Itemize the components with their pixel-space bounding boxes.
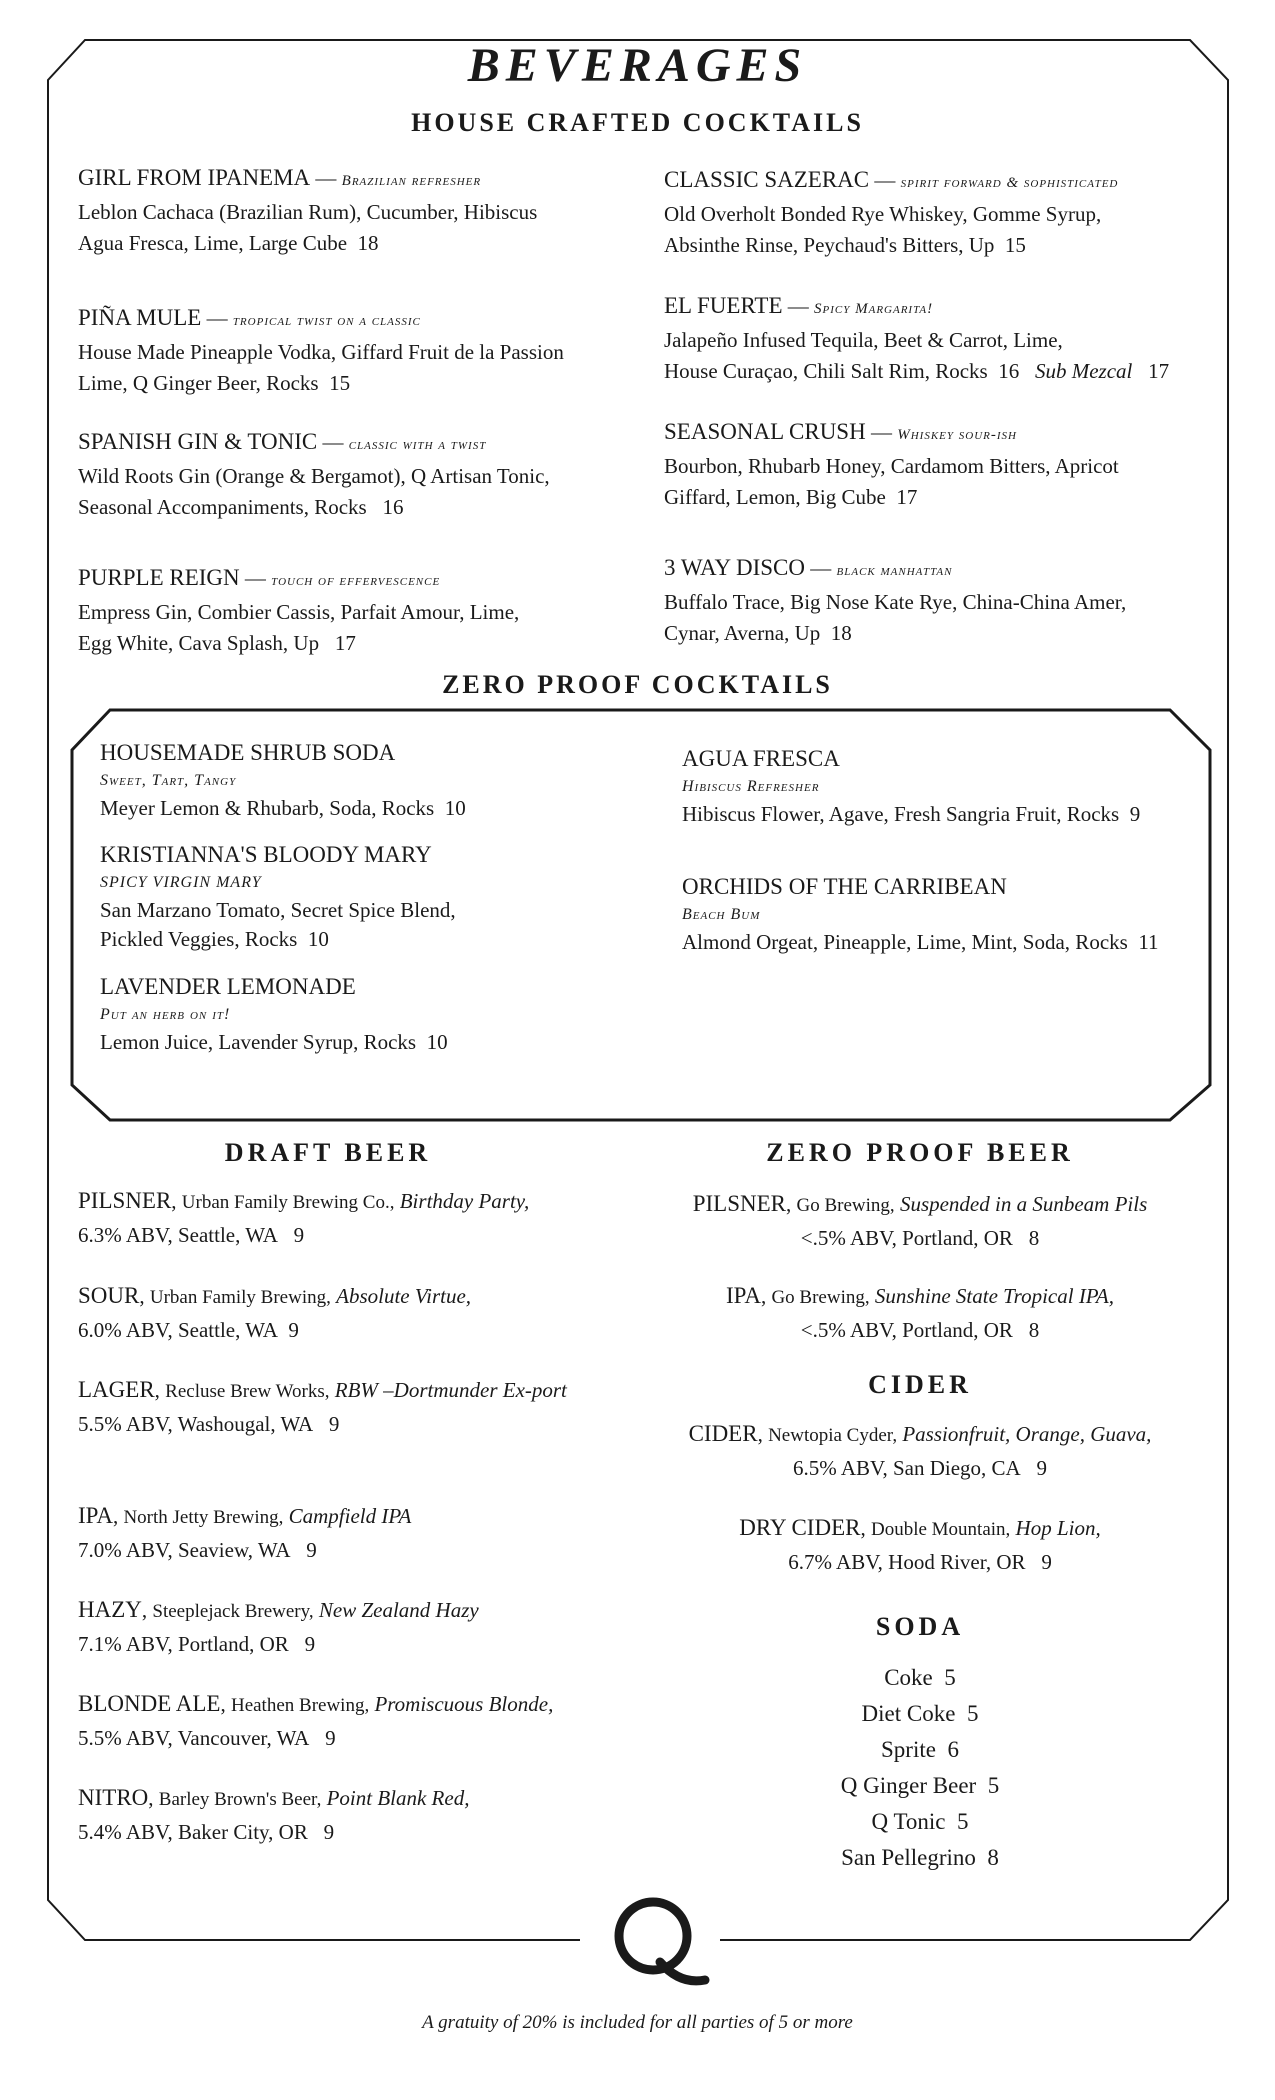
soda-item	[640, 1732, 1200, 1768]
beer-price: 9	[288, 1318, 299, 1342]
item-price: 18	[830, 621, 852, 645]
cider-price: 9	[1036, 1456, 1047, 1480]
item-desc: Cynar, Averna, Up	[664, 621, 821, 645]
cider-name: DRY CIDER	[739, 1515, 861, 1540]
item-tag: tropical twist on a classic	[232, 313, 421, 329]
item-desc: Old Overholt Bonded Rye Whiskey, Gomme Syrup,	[664, 202, 1102, 226]
soda-list	[640, 1660, 1200, 1876]
item-desc: Absinthe Rinse, Peychaud's Bitters, Up	[664, 233, 995, 257]
item-name: ORCHIDS OF THE CARRIBEAN	[682, 874, 1007, 899]
soda-item	[640, 1696, 1200, 1732]
zero-cocktail-item	[100, 840, 660, 954]
item-desc: Meyer Lemon & Rhubarb, Soda, Rocks	[100, 796, 435, 820]
beer-label: Point Blank Red,	[326, 1786, 470, 1810]
item-name: AGUA FRESCA	[682, 746, 840, 771]
beer-brewery: Go Brewing,	[771, 1287, 870, 1308]
item-tag: black manhattan	[836, 563, 953, 579]
item-name: HOUSEMADE SHRUB SODA	[100, 740, 396, 765]
item-desc: San Marzano Tomato, Secret Spice Blend,	[100, 898, 456, 922]
beer-name: PILSNER	[78, 1188, 172, 1213]
soda-price: 5	[966, 1701, 979, 1726]
beer-label: New Zealand Hazy	[318, 1598, 479, 1622]
cider-maker: Double Mountain,	[870, 1519, 1011, 1540]
beer-item: HAZY, Steeplejack Brewery, New Zealand Hazy 7.1% ABV, Portland, OR 9	[78, 1597, 479, 1656]
item-price: 15	[329, 371, 351, 395]
soda-item	[640, 1768, 1200, 1804]
beer-price: 9	[306, 1538, 317, 1562]
beer-name: IPA	[78, 1503, 113, 1528]
section-zero-cocktails: ZERO PROOF COCKTAILS	[442, 670, 833, 699]
soda-price: 6	[947, 1737, 959, 1762]
beer-item: PILSNER, Go Brewing, Suspended in a Sunbeam Pils <.5% ABV, Portland, OR 8	[692, 1191, 1148, 1250]
beer-label: Promiscuous Blonde,	[374, 1692, 554, 1716]
item-tag: Spicy Margarita!	[814, 301, 934, 317]
item-price: 18	[357, 231, 379, 255]
beer-detail: 7.0% ABV, Seaview, WA	[78, 1538, 291, 1562]
item-desc: Almond Orgeat, Pineapple, Lime, Mint, Soda, Rocks	[682, 930, 1128, 954]
gratuity-note: A gratuity of 20% is included for all parties of 5 or more	[422, 2012, 853, 2033]
soda-item	[640, 1804, 1200, 1840]
item-desc: Leblon Cachaca (Brazilian Rum), Cucumber, Hibiscus	[78, 200, 538, 224]
item-desc: Empress Gin, Combier Cassis, Parfait Amour, Lime,	[78, 600, 520, 624]
beer-detail: 5.5% ABV, Washougal, WA	[78, 1412, 314, 1436]
page-title: BEVERAGES	[467, 39, 808, 92]
item-price: 16	[998, 359, 1020, 383]
item-tag: Hibiscus Refresher	[682, 778, 820, 795]
beer-price: 9	[304, 1632, 316, 1656]
item-name: GIRL FROM IPANEMA	[78, 165, 311, 190]
beer-label: Birthday Party,	[399, 1189, 530, 1213]
item-price: 17	[896, 485, 918, 509]
beer-label: Sunshine State Tropical IPA,	[874, 1284, 1115, 1308]
item-tag: Sweet, Tart, Tangy	[100, 772, 237, 789]
item-desc: Seasonal Accompaniments, Rocks	[78, 495, 367, 519]
cider-label: Passionfruit, Orange, Guava,	[902, 1422, 1152, 1446]
beer-detail: 6.0% ABV, Seattle, WA	[78, 1318, 278, 1342]
item-tag: Whiskey sour-ish	[897, 427, 1017, 443]
section-soda: SODA	[875, 1612, 965, 1641]
beer-brewery: Steeplejack Brewery,	[152, 1601, 314, 1622]
soda-name: San Pellegrino	[841, 1845, 976, 1870]
cocktail-item: PURPLE REIGN — touch of effervescence Empress Gin, Combier Cassis, Parfait Amour, Lime, Egg White, Cava Splash, Up 17	[78, 565, 520, 655]
cider-detail: 6.7% ABV, Hood River, OR	[788, 1550, 1026, 1574]
item-desc: Jalapeño Infused Tequila, Beet & Carrot, Lime,	[664, 328, 1063, 352]
item-tag: SPICY VIRGIN MARY	[100, 874, 262, 891]
item-desc: Lime, Q Ginger Beer, Rocks	[78, 371, 319, 395]
beer-price: 9	[293, 1223, 305, 1247]
beer-item: IPA, North Jetty Brewing, Campfield IPA 7.0% ABV, Seaview, WA 9	[78, 1503, 412, 1562]
item-desc: House Made Pineapple Vodka, Giffard Fruit de la Passion	[78, 340, 564, 364]
soda-price: 5	[957, 1809, 969, 1834]
zero-cocktail-item	[682, 872, 1202, 957]
beer-price: 8	[1028, 1318, 1040, 1342]
item-price: 11	[1138, 930, 1159, 954]
cocktail-item: SPANISH GIN & TONIC — classic with a twist Wild Roots Gin (Orange & Bergamot), Q Artisan Tonic, Seasonal Accompaniments, Rocks 16	[78, 429, 550, 519]
item-tag: spirit forward & sophisticated	[900, 175, 1119, 191]
beer-brewery: Urban Family Brewing Co.,	[181, 1192, 395, 1213]
beer-item: BLONDE ALE, Heathen Brewing, Promiscuous Blonde, 5.5% ABV, Vancouver, WA 9	[78, 1691, 554, 1750]
item-desc: Hibiscus Flower, Agave, Fresh Sangria Fruit, Rocks	[682, 802, 1120, 826]
cider-detail: 6.5% ABV, San Diego, CA	[793, 1456, 1021, 1480]
cider-item: CIDER, Newtopia Cyder, Passionfruit, Orange, Guava, 6.5% ABV, San Diego, CA 9	[688, 1421, 1152, 1480]
beer-label: Suspended in a Sunbeam Pils	[899, 1192, 1148, 1216]
item-desc: Pickled Veggies, Rocks	[100, 927, 298, 951]
item-price: 9	[1129, 802, 1141, 826]
cider-price: 9	[1041, 1550, 1052, 1574]
beer-label: Campfield IPA	[288, 1504, 412, 1528]
cocktail-item: GIRL FROM IPANEMA — Brazilian refresher Leblon Cachaca (Brazilian Rum), Cucumber, Hibiscus Agua Fresca, Lime, Large Cube 18	[78, 165, 538, 255]
beer-detail: 6.3% ABV, Seattle, WA	[78, 1223, 278, 1247]
beer-price: 8	[1028, 1226, 1040, 1250]
item-price: 10	[307, 927, 329, 951]
soda-name: Q Tonic	[871, 1809, 946, 1834]
beer-name: NITRO	[78, 1785, 149, 1810]
beer-detail: <.5% ABV, Portland, OR	[800, 1226, 1013, 1250]
item-name: SPANISH GIN & TONIC	[78, 429, 318, 454]
item-price: 15	[1004, 233, 1026, 257]
item-desc: House Curaçao, Chili Salt Rim, Rocks	[664, 359, 988, 383]
cocktail-item: 3 WAY DISCO — black manhattan Buffalo Trace, Big Nose Kate Rye, China-China Amer, Cynar, Averna, Up 18	[664, 555, 1127, 645]
beer-brewery: Recluse Brew Works,	[165, 1381, 330, 1402]
cocktail-item: SEASONAL CRUSH — Whiskey sour-ish Bourbon, Rhubarb Honey, Cardamom Bitters, Apricot Giffard, Lemon, Big Cube 17	[664, 419, 1119, 509]
zero-cocktail-item	[682, 744, 1202, 829]
item-tag: classic with a twist	[348, 437, 487, 453]
beer-brewery: North Jetty Brewing,	[123, 1507, 284, 1528]
zero-cocktail-item	[100, 738, 660, 823]
item-name: CLASSIC SAZERAC	[664, 167, 870, 192]
beer-item: NITRO, Barley Brown's Beer, Point Blank Red, 5.4% ABV, Baker City, OR 9	[78, 1785, 470, 1844]
beer-price: 9	[323, 1820, 335, 1844]
soda-item	[640, 1660, 1200, 1696]
item-price: 10	[444, 796, 466, 820]
section-cider: CIDER	[868, 1370, 972, 1399]
item-desc: Agua Fresca, Lime, Large Cube	[78, 231, 348, 255]
item-desc: Egg White, Cava Splash, Up	[78, 631, 320, 655]
item-tag: Beach Bum	[682, 906, 761, 923]
beer-item: IPA, Go Brewing, Sunshine State Tropical IPA, <.5% ABV, Portland, OR 8	[725, 1283, 1115, 1342]
beer-item: SOUR, Urban Family Brewing, Absolute Virtue, 6.0% ABV, Seattle, WA 9	[78, 1283, 472, 1342]
item-name: EL FUERTE	[664, 293, 783, 318]
item-name: LAVENDER LEMONADE	[100, 974, 356, 999]
item-tag: Brazilian refresher	[341, 173, 482, 189]
item-desc: Bourbon, Rhubarb Honey, Cardamom Bitters, Apricot	[664, 454, 1119, 478]
soda-item	[640, 1840, 1200, 1876]
soda-name: Q Ginger Beer	[840, 1773, 977, 1798]
item-desc: Buffalo Trace, Big Nose Kate Rye, China-China Amer,	[664, 590, 1127, 614]
cider-maker: Newtopia Cyder,	[768, 1425, 898, 1446]
soda-price: 5	[944, 1665, 956, 1690]
cocktail-item: PIÑA MULE — tropical twist on a classic House Made Pineapple Vodka, Giffard Fruit de la Passion Lime, Q Ginger Beer, Rocks 15	[78, 305, 564, 395]
soda-name: Diet Coke	[861, 1701, 956, 1726]
beer-name: HAZY	[78, 1597, 142, 1622]
beer-name: SOUR	[78, 1283, 140, 1308]
beer-brewery: Urban Family Brewing,	[149, 1287, 331, 1308]
soda-price: 8	[987, 1845, 999, 1870]
beer-name: PILSNER	[692, 1191, 787, 1216]
item-tag: touch of effervescence	[271, 573, 441, 589]
beer-item: PILSNER, Urban Family Brewing Co., Birthday Party, 6.3% ABV, Seattle, WA 9	[78, 1188, 530, 1247]
beer-item: LAGER, Recluse Brew Works, RBW –Dortmunder Ex-port 5.5% ABV, Washougal, WA 9	[78, 1377, 567, 1436]
beer-detail: 5.5% ABV, Vancouver, WA	[78, 1726, 310, 1750]
beer-detail: 7.1% ABV, Portland, OR	[78, 1632, 289, 1656]
item-name: SEASONAL CRUSH	[664, 419, 866, 444]
section-draft-beer: DRAFT BEER	[224, 1138, 432, 1167]
item-extra: Sub Mezcal	[1034, 359, 1133, 383]
item-desc: Lemon Juice, Lavender Syrup, Rocks	[100, 1030, 417, 1054]
beer-price: 9	[325, 1726, 336, 1750]
beer-brewery: Heathen Brewing,	[230, 1695, 370, 1716]
beer-name: BLONDE ALE	[78, 1691, 221, 1716]
beer-price: 9	[328, 1412, 340, 1436]
soda-name: Sprite	[881, 1737, 936, 1762]
item-name: PIÑA MULE	[78, 305, 202, 330]
zero-cocktail-item	[100, 972, 660, 1057]
beer-name: LAGER	[78, 1377, 155, 1402]
beer-detail: <.5% ABV, Portland, OR	[800, 1318, 1013, 1342]
section-house-cocktails: HOUSE CRAFTED COCKTAILS	[411, 108, 864, 137]
item-price: 10	[426, 1030, 448, 1054]
item-extra-price: 17	[1148, 359, 1170, 383]
beer-label: Absolute Virtue,	[336, 1284, 472, 1308]
cider-item: DRY CIDER, Double Mountain, Hop Lion, 6.7% ABV, Hood River, OR 9	[739, 1515, 1101, 1574]
item-desc: Giffard, Lemon, Big Cube	[664, 485, 886, 509]
cider-label: Hop Lion,	[1015, 1516, 1101, 1540]
item-name: 3 WAY DISCO	[664, 555, 806, 580]
item-desc: Wild Roots Gin (Orange & Bergamot), Q Artisan Tonic,	[78, 464, 550, 488]
item-name: KRISTIANNA'S BLOODY MARY	[100, 842, 432, 867]
item-tag: Put an herb on it!	[100, 1006, 231, 1023]
beer-detail: 5.4% ABV, Baker City, OR	[78, 1820, 308, 1844]
soda-name: Coke	[884, 1665, 933, 1690]
item-name: PURPLE REIGN	[78, 565, 240, 590]
soda-price: 5	[987, 1773, 1000, 1798]
beer-brewery: Barley Brown's Beer,	[158, 1789, 322, 1810]
cocktail-item: EL FUERTE — Spicy Margarita! Jalapeño Infused Tequila, Beet & Carrot, Lime, House Curaçao, Chili Salt Rim, Rocks 16 Sub Mezcal 17	[664, 293, 1170, 383]
item-price: 17	[334, 631, 356, 655]
beer-name: IPA	[725, 1283, 761, 1308]
item-price: 16	[382, 495, 404, 519]
beer-brewery: Go Brewing,	[796, 1195, 895, 1216]
cocktail-item: CLASSIC SAZERAC — spirit forward & sophisticated Old Overholt Bonded Rye Whiskey, Gomme Syrup, Absinthe Rinse, Peychaud's Bitters, Up 15	[664, 167, 1119, 257]
section-zero-beer: ZERO PROOF BEER	[766, 1138, 1074, 1167]
cider-name: CIDER	[688, 1421, 758, 1446]
beer-label: RBW –Dortmunder Ex-port	[334, 1378, 567, 1402]
